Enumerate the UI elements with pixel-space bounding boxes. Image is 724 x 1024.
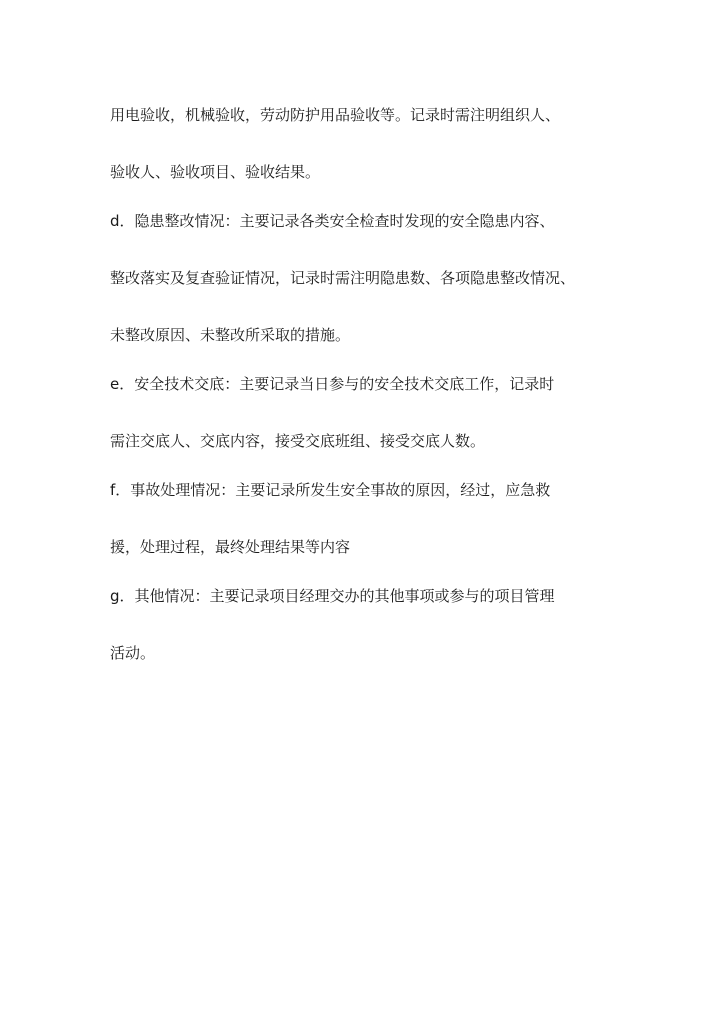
text-line-2: 验收人、验收项目、验收结果。 [110, 163, 321, 181]
text-line-5: 未整改原因、未整改所采取的措施。 [110, 326, 351, 344]
text-line-10-item-g: g．其他情况：主要记录项目经理交办的其他事项或参与的项目管理 [110, 587, 555, 605]
text-line-4: 整改落实及复查验证情况，记录时需注明隐患数、各项隐患整改情况、 [110, 269, 576, 287]
text-line-9: 援，处理过程，最终处理结果等内容 [110, 538, 351, 556]
text-line-3-item-d: d．隐患整改情况：主要记录各类安全检查时发现的安全隐患内容、 [110, 212, 555, 230]
text-line-6-item-e: e．安全技术交底：主要记录当日参与的安全技术交底工作，记录时 [110, 375, 555, 393]
text-line-1: 用电验收，机械验收，劳动防护用品验收等。记录时需注明组织人、 [110, 106, 561, 124]
text-line-7: 需注交底人、交底内容，接受交底班组、接受交底人数。 [110, 432, 486, 450]
text-line-11: 活动。 [110, 644, 156, 662]
text-line-8-item-f: f．事故处理情况：主要记录所发生安全事故的原因，经过，应急救 [110, 481, 551, 499]
